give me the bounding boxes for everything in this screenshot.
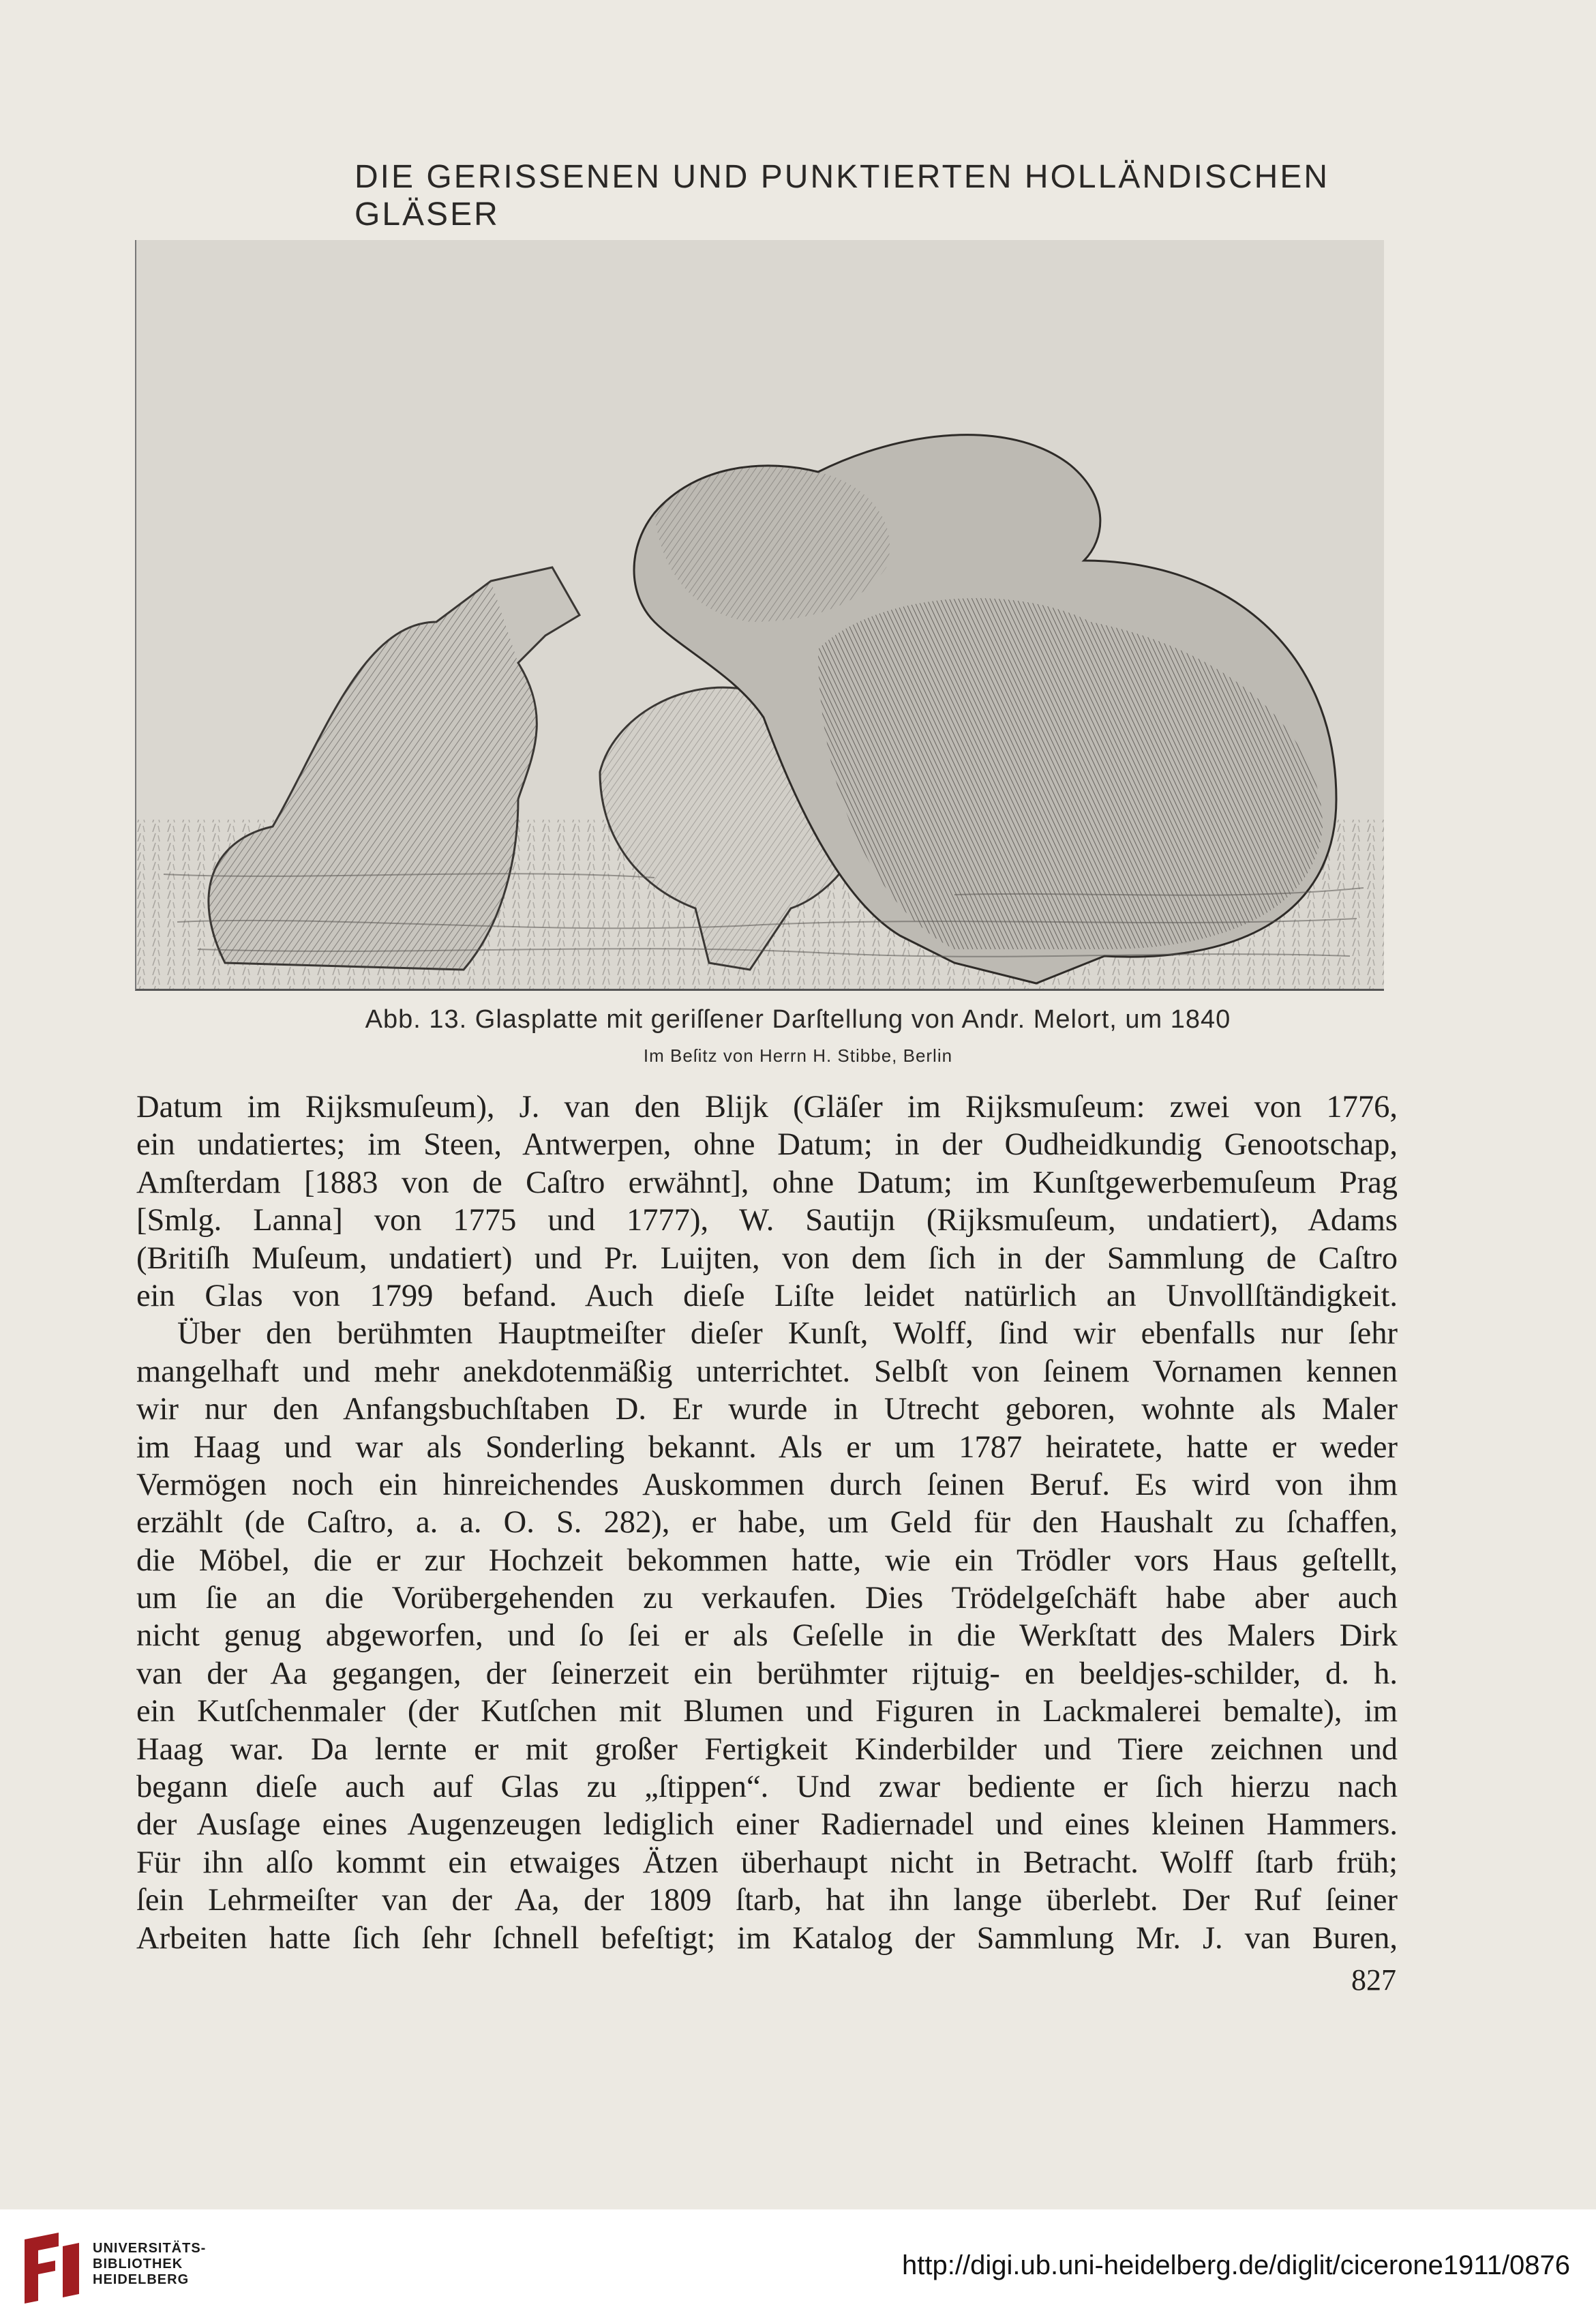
text-line: mangelhaft und mehr anekdotenmäßig unterrichtet. Selbſt von ſeinem Vornamen kennen (136, 1354, 1398, 1389)
text-line: Über den berühmten Hauptmeiſter dieſer Kunſt, Wolff, ſind wir ebenfalls nur ſehr (177, 1316, 1398, 1352)
library-name-line: HEIDELBERG (93, 2272, 190, 2287)
text-line: Haag war. Da lernte er mit großer Fertigkeit Kinderbilder und Tiere zeichnen und (136, 1731, 1398, 1767)
library-logo-icon (18, 2226, 86, 2308)
text-line: Amſterdam [1883 von de Caſtro erwähnt], ohne Datum; im Kunſtgewerbemuſeum Prag (136, 1165, 1398, 1200)
figure-engraving-sheep (135, 240, 1384, 991)
text-line: im Haag und war als Sonderling bekannt. Als er um 1787 heiratete, hatte er weder (136, 1429, 1398, 1465)
figure-caption: Abb. 13. Glasplatte mit geriſſener Darſtellung von Andr. Melort, um 1840 (365, 1005, 1231, 1034)
text-line: die Möbel, die er zur Hochzeit bekommen hatte, wie ein Trödler vors Haus geſtellt, (136, 1543, 1398, 1578)
text-line: (Britiſh Muſeum, undatiert) und Pr. Luijten, von dem ſich in der Sammlung de Caſtro (136, 1240, 1398, 1276)
text-line: ſein Lehrmeiſter van der Aa, der 1809 ſtarb, hat ihn lange überlebt. Der Ruf ſeiner (136, 1883, 1398, 1918)
text-line: ein Glas von 1799 befand. Auch dieſe Liſte leidet natürlich an Unvollſtändigkeit. (136, 1278, 1398, 1313)
text-line: ein Kutſchenmaler (der Kutſchen mit Blumen und Figuren in Lackmalerei bemalte), im (136, 1694, 1398, 1729)
text-line: der Ausſage eines Augenzeugen lediglich einer Radiernadel und eines kleinen Hammers. (136, 1807, 1398, 1843)
text-line: [Smlg. Lanna] von 1775 und 1777), W. Sautijn (Rijksmuſeum, undatiert), Adams (136, 1203, 1398, 1238)
library-name-line: BIBLIOTHEK (93, 2256, 183, 2271)
text-line: Für ihn alſo kommt ein etwaiges Ätzen überhaupt nicht in Betracht. Wolff ſtarb früh; (136, 1845, 1398, 1880)
text-line: um ſie an die Vorübergehenden zu verkaufen. Dies Trödelgeſchäft habe aber auch (136, 1581, 1398, 1616)
library-name (93, 2241, 206, 2288)
running-head: DIE GERISSENEN UND PUNKTIERTEN HOLLÄNDISCHEN GLÄSER (355, 159, 1330, 233)
text-line: Vermögen noch ein hinreichendes Auskommen durch ſeinen Beruf. Es wird von ihm (136, 1467, 1398, 1502)
text-line: erzählt (de Caſtro, a. a. O. S. 282), er habe, um Geld für den Haushalt zu ſchaffen, (136, 1505, 1398, 1540)
text-line: begann dieſe auch auf Glas zu „ſtippen“. Und zwar bediente er ſich hierzu nach (136, 1770, 1398, 1805)
text-line: wir nur den Anfangsbuchſtaben D. Er wurde in Utrecht geboren, wohnte als Maler (136, 1392, 1398, 1427)
text-line: Datum im Rijksmuſeum), J. van den Blijk (Gläſer im Rijksmuſeum: zwei von 1776, (136, 1090, 1398, 1124)
body-text (136, 1088, 1398, 1957)
text-line: nicht genug abgeworfen, und ſo ſei er als Geſelle in die Werkſtatt des Malers Dirk (136, 1618, 1398, 1654)
text-line: ein undatiertes; im Steen, Antwerpen, ohne Datum; in der Oudheidkundig Genootschap, (136, 1127, 1398, 1163)
page-number: 827 (1351, 1963, 1396, 1997)
sheep-illustration (136, 240, 1384, 989)
source-url-link[interactable]: http://digi.ub.uni-heidelberg.de/diglit/cicerone1911/0876 (902, 2250, 1570, 2280)
text-line: Arbeiten hatte ſich ſehr ſchnell befeſtigt; im Katalog der Sammlung Mr. J. van Buren, (136, 1920, 1398, 1956)
figure-credit: Im Beſitz von Herrn H. Stibbe, Berlin (643, 1045, 953, 1066)
library-name-line: UNIVERSITÄTS- (93, 2241, 207, 2256)
text-line: van der Aa gegangen, der ſeinerzeit ein berühmter rijtuig- en beeldjes-schilder, d. h. (136, 1656, 1398, 1691)
